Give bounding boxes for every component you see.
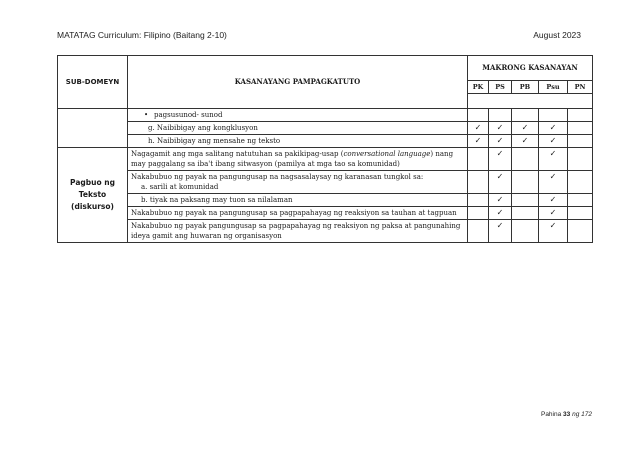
makrong-header: MAKRONG KASANAYAN [468,56,593,81]
check-icon: ✓ [539,171,568,194]
check-icon: ✓ [539,122,568,135]
footer-label: Pahina [540,411,562,418]
cell [468,148,489,171]
check-icon: ✓ [512,135,539,148]
page-header [57,30,581,40]
cell [468,207,489,220]
skill-text: ) nang may paggalang sa iba't ibang sitwasyon (pamilya at mga tao sa komunidad) [131,150,454,168]
check-icon: ✓ [539,148,568,171]
cell [512,148,539,171]
check-icon: ✓ [539,135,568,148]
skill-row-5: Nakabubuo ng payak pangungusap sa pagpapahayag ng reaksiyon ng paksa at pangunahing ideya gamit ang huwaran ng organisasyon [128,220,468,243]
footer-total-pages: 172 [581,411,592,418]
cell [468,194,489,207]
subdomain-cell-empty [58,122,128,135]
subdomain-cell-top [58,109,128,122]
subdomain-line2: (diskurso) [71,202,114,211]
skill-row-4: Nakabubuo ng payak na pangungusap sa pagpapahayag ng reaksiyon sa tauhan at tagpuan [128,207,468,220]
cell [568,220,593,243]
check-icon: ✓ [539,220,568,243]
col-pk: PK [468,81,489,94]
cell [468,109,489,122]
kasanayan-header-label: KASANAYANG PAMPAGKATUTO [234,77,361,86]
cell [468,171,489,194]
cell [568,122,593,135]
cell [568,171,593,194]
check-icon: ✓ [489,135,512,148]
cell [512,207,539,220]
cell [568,135,593,148]
cell [568,109,593,122]
skill-subitem: a. sarili at komunidad [141,183,219,191]
check-icon: ✓ [468,122,489,135]
check-icon: ✓ [489,148,512,171]
check-icon: ✓ [489,122,512,135]
check-icon: ✓ [539,194,568,207]
page-footer [541,411,592,418]
cell [512,220,539,243]
header-date: August 2023 [533,30,581,40]
skill-row-g: g. Naibibigay ang kongklusyon [128,122,468,135]
col-pn: PN [568,81,593,94]
subdomain-line1: Pagbuo ng Teksto [70,178,115,199]
check-icon: ✓ [489,220,512,243]
skill-bullet-text: pagsusunod- sunod [154,111,223,119]
bullet-icon: • [144,111,149,119]
cell [512,194,539,207]
skill-text: Nakabubuo ng payak na pangungusap na nagsasalaysay ng karanasan tungkol sa: [131,173,424,181]
cell [568,194,593,207]
footer-of: ng [572,411,580,418]
footer-page-number: 33 [563,411,571,418]
subdomain-cell-empty [58,135,128,148]
skill-text: Nagagamit ang mga salitang natutuhan sa pakikipag-usap ( [131,150,344,158]
col-ps: PS [489,81,512,94]
skill-row-3: b. tiyak na paksang may tuon sa nilalaman [128,194,468,207]
col-pb: PB [512,81,539,94]
kasanayan-header [128,56,468,109]
check-icon: ✓ [468,135,489,148]
subdomain-pagbuo-ng-teksto [58,148,128,243]
header-title: MATATAG Curriculum: Filipino (Baitang 2-10) [57,30,227,40]
skill-row-1 [128,148,468,171]
cell [512,109,539,122]
check-icon: ✓ [489,171,512,194]
check-icon: ✓ [489,207,512,220]
col-psu: Psu [539,81,568,94]
skill-row-h: h. Naibibigay ang mensahe ng teksto [128,135,468,148]
cell [512,171,539,194]
cell [568,148,593,171]
skill-row-2 [128,171,468,194]
skill-row-bullet [128,109,468,122]
subdomain-header: SUB-DOMEYN [58,56,128,109]
skill-text-italic: conversational language [343,150,431,158]
check-icon: ✓ [489,194,512,207]
cell [468,220,489,243]
cell [539,109,568,122]
check-icon: ✓ [512,122,539,135]
macro-empty-cell [468,94,593,109]
curriculum-table [57,55,593,243]
cell [568,207,593,220]
check-icon: ✓ [539,207,568,220]
cell [489,109,512,122]
